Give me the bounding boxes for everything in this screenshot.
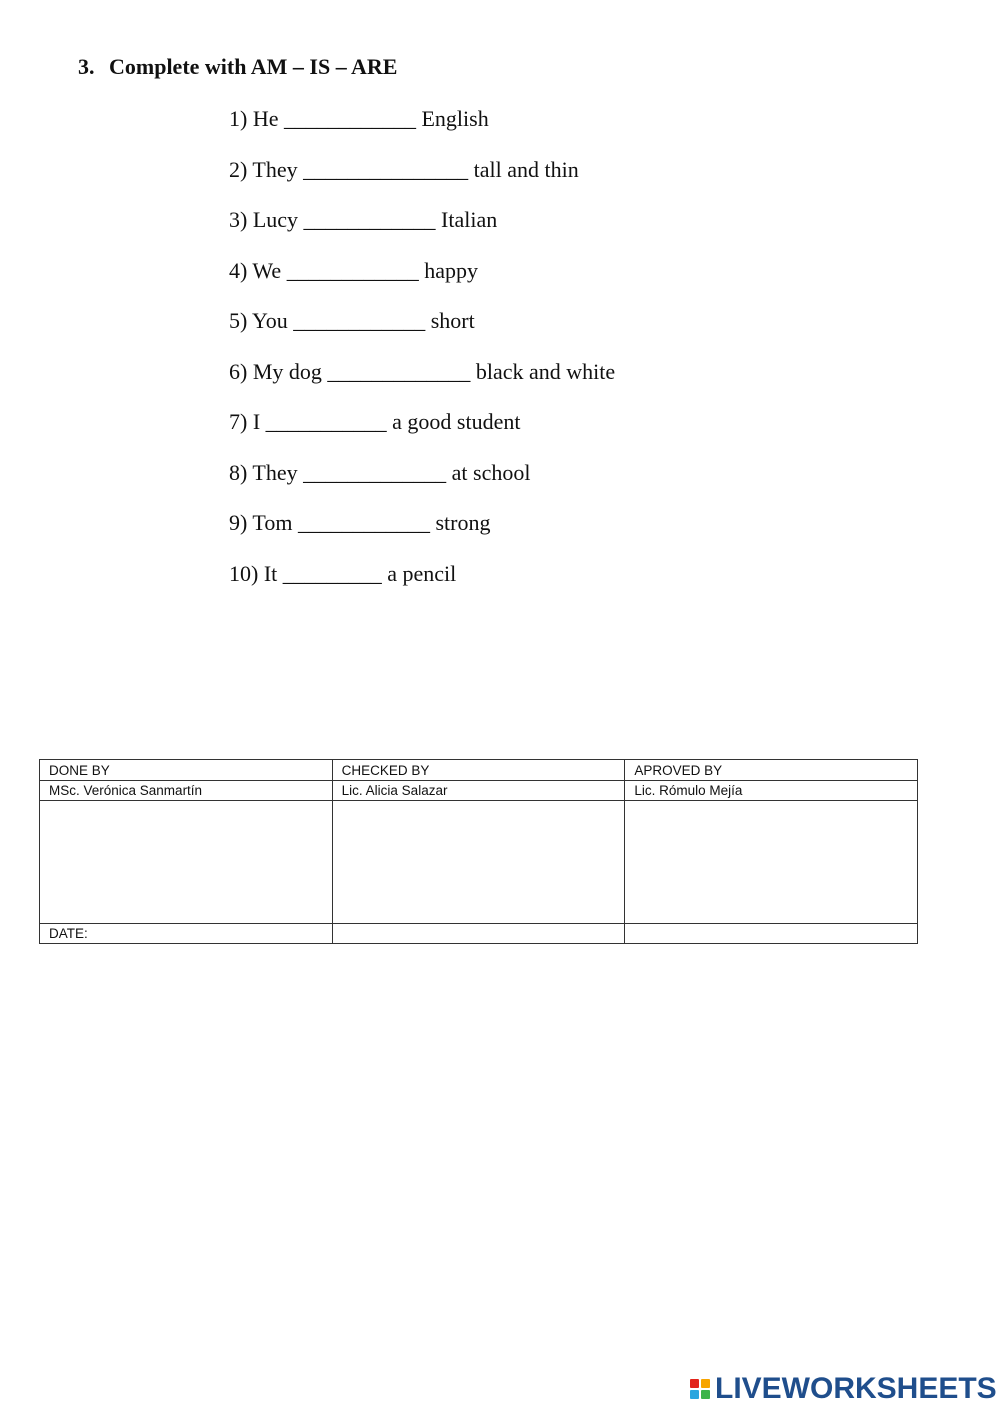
- name-approved-by: Lic. Rómulo Mejía: [625, 781, 918, 801]
- exercise-title: Complete with AM – IS – ARE: [109, 54, 398, 79]
- exercise-item: 1) He ____________ English: [229, 106, 489, 131]
- table-row: [40, 781, 918, 801]
- header-approved-by: APROVED BY: [625, 760, 918, 781]
- header-done-by: DONE BY: [40, 760, 333, 781]
- signature-cell-done-by: [40, 801, 333, 924]
- signature-cell-checked-by: [332, 801, 625, 924]
- table-row: [40, 801, 918, 924]
- liveworksheets-logo-icon: [690, 1374, 712, 1404]
- exercise-item: 6) My dog _____________ black and white: [229, 358, 616, 384]
- exercise-items: [229, 104, 615, 609]
- signature-cell-approved-by: [625, 801, 918, 924]
- exercise-item: 7) I ___________ a good student: [229, 409, 521, 434]
- exercise-item: 9) Tom ____________ strong: [229, 510, 491, 535]
- name-done-by: MSc. Verónica Sanmartín: [40, 781, 333, 801]
- date-label: DATE:: [40, 924, 333, 944]
- exercise-item: 3) Lucy ____________ Italian: [229, 207, 498, 232]
- exercise-item: 5) You ____________ short: [229, 308, 475, 333]
- exercise-number: 3.: [78, 54, 95, 79]
- table-row: [40, 760, 918, 781]
- signature-table: [39, 759, 918, 944]
- exercise-item: 2) They _______________ tall and thin: [229, 156, 579, 182]
- exercise-heading: [78, 54, 397, 80]
- date-cell-checked-by: [332, 924, 625, 944]
- name-checked-by: Lic. Alicia Salazar: [332, 781, 625, 801]
- table-row: [40, 924, 918, 944]
- liveworksheets-brand: LIVEWORKSHEETS: [715, 1372, 997, 1405]
- date-cell-approved-by: [625, 924, 918, 944]
- exercise-item: 4) We ____________ happy: [229, 257, 478, 283]
- exercise-item: 10) It _________ a pencil: [229, 560, 457, 586]
- exercise-item: 8) They _____________ at school: [229, 459, 531, 485]
- header-checked-by: CHECKED BY: [332, 760, 625, 781]
- liveworksheets-logo: [690, 1372, 997, 1406]
